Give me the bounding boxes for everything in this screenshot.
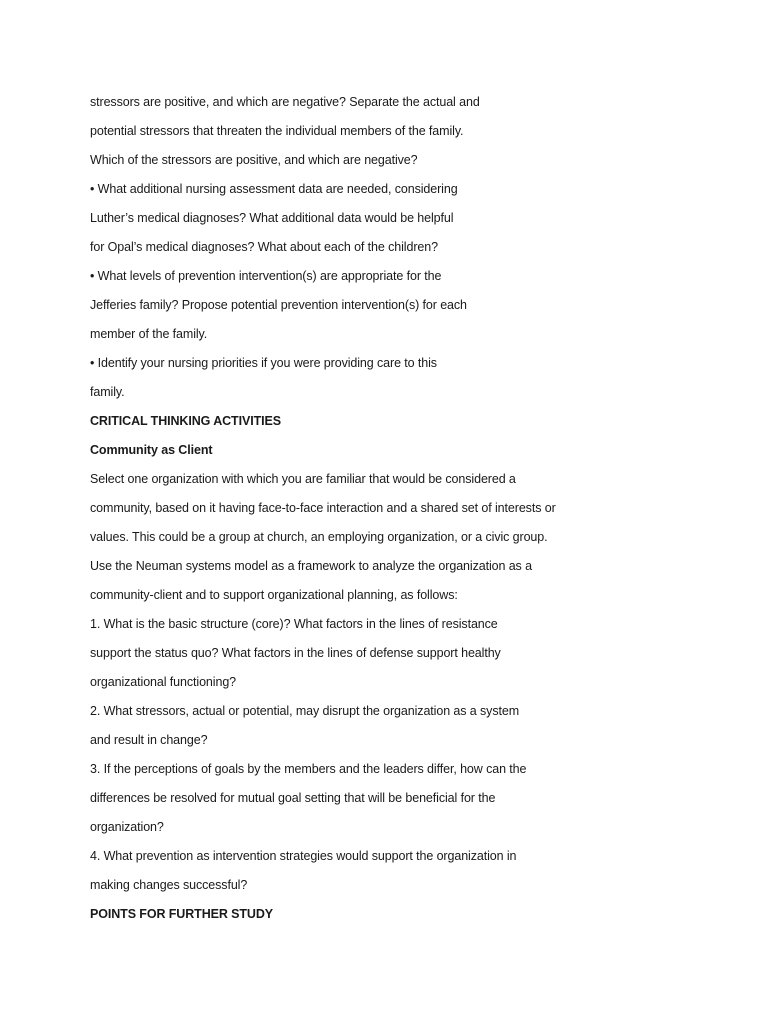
- text-line: support the status quo? What factors in the lines of defense support healthy: [90, 646, 501, 660]
- text-line: • What additional nursing assessment data are needed, considering: [90, 182, 458, 196]
- text-line: • What levels of prevention intervention(s) are appropriate for the: [90, 269, 442, 283]
- text-line: organizational functioning?: [90, 675, 237, 689]
- text-line: potential stressors that threaten the individual members of the family.: [90, 124, 464, 138]
- text-line: family.: [90, 385, 125, 399]
- text-line: making changes successful?: [90, 878, 248, 892]
- text-line: Jefferies family? Propose potential prevention intervention(s) for each: [90, 298, 467, 312]
- text-line: community, based on it having face-to-face interaction and a shared set of interests or: [90, 501, 556, 515]
- text-line: stressors are positive, and which are negative? Separate the actual and: [90, 95, 480, 109]
- text-line: Which of the stressors are positive, and which are negative?: [90, 153, 418, 167]
- text-line: values. This could be a group at church, an employing organization, or a civic group.: [90, 530, 548, 544]
- text-line: 3. If the perceptions of goals by the members and the leaders differ, how can the: [90, 762, 527, 776]
- text-line: Select one organization with which you are familiar that would be considered a: [90, 472, 516, 486]
- text-line: and result in change?: [90, 733, 208, 747]
- text-line: community-client and to support organizational planning, as follows:: [90, 588, 458, 602]
- text-line: 4. What prevention as intervention strategies would support the organization in: [90, 849, 517, 863]
- section-heading: CRITICAL THINKING ACTIVITIES: [90, 414, 281, 428]
- text-line: differences be resolved for mutual goal setting that will be beneficial for the: [90, 791, 496, 805]
- text-line: organization?: [90, 820, 164, 834]
- section-heading: POINTS FOR FURTHER STUDY: [90, 907, 274, 921]
- text-line: for Opal’s medical diagnoses? What about each of the children?: [90, 240, 438, 254]
- section-heading: Community as Client: [90, 443, 213, 457]
- document-body: [90, 88, 690, 929]
- text-line: • Identify your nursing priorities if you were providing care to this: [90, 356, 437, 370]
- text-line: 1. What is the basic structure (core)? What factors in the lines of resistance: [90, 617, 498, 631]
- text-line: Luther’s medical diagnoses? What additional data would be helpful: [90, 211, 454, 225]
- text-line: Use the Neuman systems model as a framework to analyze the organization as a: [90, 559, 532, 573]
- text-line: member of the family.: [90, 327, 208, 341]
- text-line: 2. What stressors, actual or potential, may disrupt the organization as a system: [90, 704, 520, 718]
